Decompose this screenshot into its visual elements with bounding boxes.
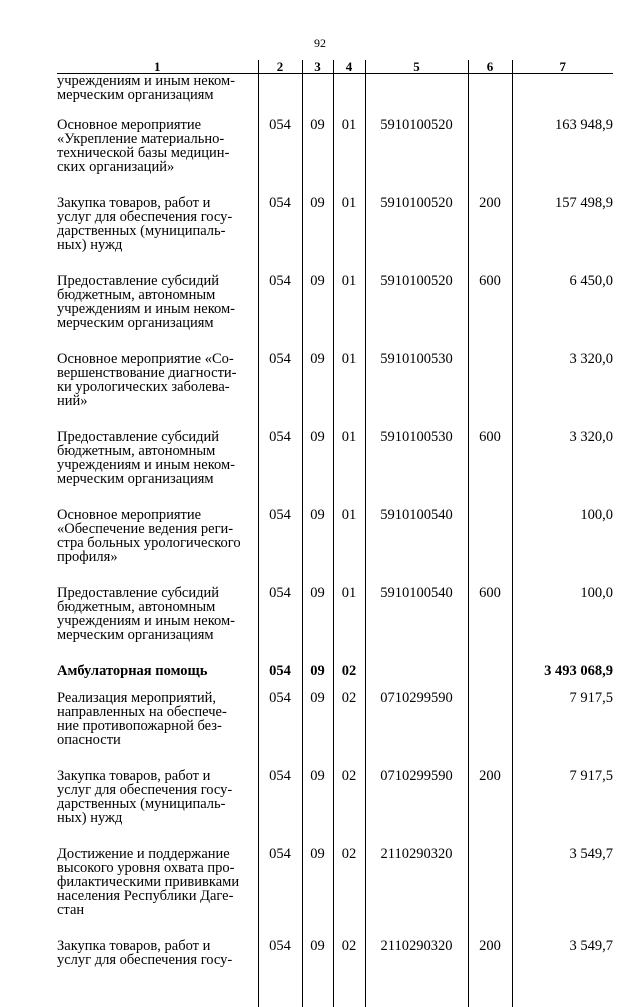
item-name-line: услуг для обеспечения госу- bbox=[57, 210, 258, 224]
column-header: 2 bbox=[258, 60, 302, 74]
item-name-line: дарственных (муниципаль- bbox=[57, 224, 258, 238]
item-name-line: высокого уровня охвата про- bbox=[57, 861, 258, 875]
item-name-line: ние противопожарной без- bbox=[57, 719, 258, 733]
item-name-line: «Обеспечение ведения реги- bbox=[57, 522, 258, 536]
table-row bbox=[57, 118, 613, 196]
item-name-cell bbox=[57, 352, 258, 430]
item-name-line: филактическими прививками bbox=[57, 875, 258, 889]
section-cell: 09 bbox=[302, 508, 333, 586]
expense-type-cell bbox=[468, 508, 512, 586]
item-name-line: Основное мероприятие «Со- bbox=[57, 352, 258, 366]
expense-type-cell: 600 bbox=[468, 586, 512, 664]
amount-cell: 7 917,5 bbox=[512, 769, 613, 847]
target-code-cell: 5910100530 bbox=[365, 352, 468, 430]
code-cell bbox=[258, 74, 302, 119]
item-name-line: Предоставление субсидий bbox=[57, 274, 258, 288]
item-name-cell bbox=[57, 274, 258, 352]
target-code-cell: 5910100540 bbox=[365, 586, 468, 664]
expense-type-cell bbox=[468, 664, 512, 691]
subsection-cell: 01 bbox=[333, 274, 365, 352]
item-name-line: ных) нужд bbox=[57, 811, 258, 825]
item-name-line: мерческим организациям bbox=[57, 88, 258, 102]
item-name-line: мерческим организациям bbox=[57, 316, 258, 330]
item-name-line: учреждениям и иным неком- bbox=[57, 74, 258, 88]
column-header: 4 bbox=[333, 60, 365, 74]
column-header: 1 bbox=[57, 60, 258, 74]
subsection-cell: 02 bbox=[333, 769, 365, 847]
target-code-cell: 2110290320 bbox=[365, 939, 468, 1007]
column-header: 7 bbox=[512, 60, 613, 74]
section-cell: 09 bbox=[302, 274, 333, 352]
target-code-cell: 0710299590 bbox=[365, 691, 468, 769]
item-name-line: учреждениям и иным неком- bbox=[57, 458, 258, 472]
amount-cell: 3 493 068,9 bbox=[512, 664, 613, 691]
section-cell: 09 bbox=[302, 118, 333, 196]
item-name-cell bbox=[57, 691, 258, 769]
amount-cell: 157 498,9 bbox=[512, 196, 613, 274]
code-cell: 054 bbox=[258, 352, 302, 430]
amount-cell: 100,0 bbox=[512, 508, 613, 586]
amount-cell: 7 917,5 bbox=[512, 691, 613, 769]
item-name-line: Амбулаторная помощь bbox=[57, 664, 258, 678]
table-row bbox=[57, 74, 613, 119]
header-row bbox=[57, 60, 613, 74]
code-cell: 054 bbox=[258, 586, 302, 664]
expense-type-cell bbox=[468, 74, 512, 119]
item-name-line: ний» bbox=[57, 394, 258, 408]
item-name-line: населения Республики Даге- bbox=[57, 889, 258, 903]
item-name-line: Реализация мероприятий, bbox=[57, 691, 258, 705]
amount-cell: 3 320,0 bbox=[512, 352, 613, 430]
item-name-line: стра больных урологического bbox=[57, 536, 258, 550]
code-cell: 054 bbox=[258, 939, 302, 1007]
subsection-cell: 01 bbox=[333, 196, 365, 274]
item-name-line: дарственных (муниципаль- bbox=[57, 797, 258, 811]
item-name-line: технической базы медицин- bbox=[57, 146, 258, 160]
item-name-cell bbox=[57, 586, 258, 664]
code-cell: 054 bbox=[258, 430, 302, 508]
section-cell: 09 bbox=[302, 586, 333, 664]
code-cell: 054 bbox=[258, 691, 302, 769]
item-name-line: Основное мероприятие bbox=[57, 118, 258, 132]
code-cell: 054 bbox=[258, 274, 302, 352]
expense-type-cell bbox=[468, 118, 512, 196]
item-name-cell bbox=[57, 118, 258, 196]
target-code-cell bbox=[365, 74, 468, 119]
column-header: 3 bbox=[302, 60, 333, 74]
item-name-line: бюджетным, автономным bbox=[57, 600, 258, 614]
item-name-line: Закупка товаров, работ и bbox=[57, 939, 258, 953]
expense-type-cell bbox=[468, 352, 512, 430]
subsection-cell bbox=[333, 74, 365, 119]
subsection-cell: 01 bbox=[333, 352, 365, 430]
item-name-cell bbox=[57, 508, 258, 586]
table-body bbox=[57, 74, 613, 1007]
item-name-line: Предоставление субсидий bbox=[57, 430, 258, 444]
table-row bbox=[57, 430, 613, 508]
item-name-line: бюджетным, автономным bbox=[57, 288, 258, 302]
section-cell bbox=[302, 74, 333, 119]
subsection-cell: 02 bbox=[333, 664, 365, 691]
code-cell: 054 bbox=[258, 196, 302, 274]
item-name-line: Достижение и поддержание bbox=[57, 847, 258, 861]
item-name-line: учреждениям и иным неком- bbox=[57, 614, 258, 628]
item-name-line: профиля» bbox=[57, 550, 258, 564]
subsection-cell: 02 bbox=[333, 939, 365, 1007]
amount-cell: 6 450,0 bbox=[512, 274, 613, 352]
item-name-line: Закупка товаров, работ и bbox=[57, 196, 258, 210]
code-cell: 054 bbox=[258, 508, 302, 586]
item-name-line: вершенствование диагности- bbox=[57, 366, 258, 380]
section-cell: 09 bbox=[302, 430, 333, 508]
target-code-cell: 0710299590 bbox=[365, 769, 468, 847]
column-header: 5 bbox=[365, 60, 468, 74]
amount-cell: 163 948,9 bbox=[512, 118, 613, 196]
amount-cell: 3 549,7 bbox=[512, 847, 613, 939]
table-row bbox=[57, 274, 613, 352]
item-name-cell bbox=[57, 769, 258, 847]
item-name-line: мерческим организациям bbox=[57, 472, 258, 486]
table-row bbox=[57, 691, 613, 769]
section-cell: 09 bbox=[302, 939, 333, 1007]
table-row bbox=[57, 352, 613, 430]
item-name-cell bbox=[57, 74, 258, 119]
item-name-line: учреждениям и иным неком- bbox=[57, 302, 258, 316]
item-name-line: направленных на обеспече- bbox=[57, 705, 258, 719]
section-cell: 09 bbox=[302, 196, 333, 274]
item-name-cell bbox=[57, 847, 258, 939]
column-header: 6 bbox=[468, 60, 512, 74]
code-cell: 054 bbox=[258, 847, 302, 939]
amount-cell: 3 549,7 bbox=[512, 939, 613, 1007]
budget-table bbox=[57, 60, 613, 1007]
item-name-cell bbox=[57, 664, 258, 691]
item-name-line: стан bbox=[57, 903, 258, 917]
item-name-line: Закупка товаров, работ и bbox=[57, 769, 258, 783]
target-code-cell: 2110290320 bbox=[365, 847, 468, 939]
table-row bbox=[57, 508, 613, 586]
code-cell: 054 bbox=[258, 664, 302, 691]
item-name-line: мерческим организациям bbox=[57, 628, 258, 642]
table-row bbox=[57, 196, 613, 274]
target-code-cell: 5910100530 bbox=[365, 430, 468, 508]
table-row bbox=[57, 847, 613, 939]
item-name-line: опасности bbox=[57, 733, 258, 747]
item-name-line: бюджетным, автономным bbox=[57, 444, 258, 458]
table-row bbox=[57, 939, 613, 1007]
target-code-cell: 5910100520 bbox=[365, 196, 468, 274]
section-cell: 09 bbox=[302, 352, 333, 430]
item-name-cell bbox=[57, 196, 258, 274]
expense-type-cell: 200 bbox=[468, 939, 512, 1007]
item-name-cell bbox=[57, 430, 258, 508]
item-name-line: ки урологических заболева- bbox=[57, 380, 258, 394]
section-cell: 09 bbox=[302, 691, 333, 769]
expense-type-cell: 200 bbox=[468, 196, 512, 274]
target-code-cell bbox=[365, 664, 468, 691]
item-name-line: Основное мероприятие bbox=[57, 508, 258, 522]
subsection-cell: 02 bbox=[333, 691, 365, 769]
amount-cell: 100,0 bbox=[512, 586, 613, 664]
code-cell: 054 bbox=[258, 769, 302, 847]
page-number: 92 bbox=[0, 36, 640, 51]
section-cell: 09 bbox=[302, 847, 333, 939]
item-name-line: ских организаций» bbox=[57, 160, 258, 174]
expense-type-cell bbox=[468, 847, 512, 939]
target-code-cell: 5910100520 bbox=[365, 274, 468, 352]
expense-type-cell: 600 bbox=[468, 274, 512, 352]
section-cell: 09 bbox=[302, 664, 333, 691]
code-cell: 054 bbox=[258, 118, 302, 196]
amount-cell: 3 320,0 bbox=[512, 430, 613, 508]
subsection-cell: 02 bbox=[333, 847, 365, 939]
subsection-cell: 01 bbox=[333, 508, 365, 586]
subsection-cell: 01 bbox=[333, 586, 365, 664]
table-row bbox=[57, 769, 613, 847]
table-row bbox=[57, 586, 613, 664]
expense-type-cell bbox=[468, 691, 512, 769]
item-name-line: услуг для обеспечения госу- bbox=[57, 783, 258, 797]
expense-type-cell: 600 bbox=[468, 430, 512, 508]
section-cell: 09 bbox=[302, 769, 333, 847]
table-row bbox=[57, 664, 613, 691]
amount-cell bbox=[512, 74, 613, 119]
subsection-cell: 01 bbox=[333, 430, 365, 508]
subsection-cell: 01 bbox=[333, 118, 365, 196]
item-name-cell bbox=[57, 939, 258, 1007]
target-code-cell: 5910100540 bbox=[365, 508, 468, 586]
target-code-cell: 5910100520 bbox=[365, 118, 468, 196]
item-name-line: «Укрепление материально- bbox=[57, 132, 258, 146]
item-name-line: ных) нужд bbox=[57, 238, 258, 252]
item-name-line: услуг для обеспечения госу- bbox=[57, 953, 258, 967]
expense-type-cell: 200 bbox=[468, 769, 512, 847]
item-name-line: Предоставление субсидий bbox=[57, 586, 258, 600]
